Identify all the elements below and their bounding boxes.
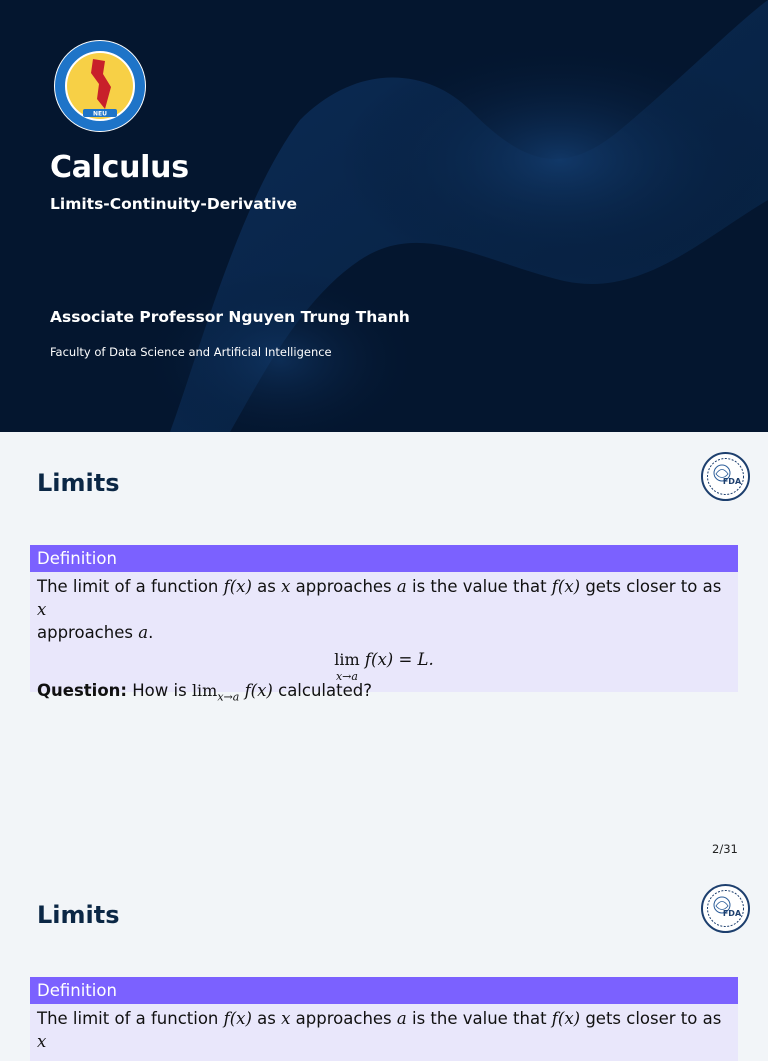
question-label: Question:	[37, 681, 128, 700]
limit-formula	[37, 648, 731, 684]
def-math-x: x	[281, 577, 291, 596]
def-math-a: a	[396, 577, 407, 596]
def-math-fx: f(x)	[223, 577, 252, 596]
def-text-4: is the value that	[406, 1009, 552, 1028]
definition-header: Definition	[30, 977, 738, 1004]
faculty-logo-text: FDA	[722, 909, 742, 918]
def-text-2: as	[251, 577, 282, 596]
def-math-fx-2: f(x)	[551, 1009, 581, 1028]
title-slide	[0, 0, 768, 432]
def-text-6: approaches	[37, 623, 139, 642]
question-line	[37, 681, 372, 703]
question-fx: f(x)	[244, 681, 273, 700]
definition-body	[30, 572, 738, 692]
question-text-2: calculated?	[272, 681, 372, 700]
definition-block	[30, 977, 738, 1061]
presentation-subtitle: Limits-Continuity-Derivative	[50, 195, 298, 213]
frame-title: Limits	[37, 901, 120, 929]
faculty-logo-text: FDA	[722, 477, 742, 486]
faculty-logo	[701, 884, 750, 933]
def-text-3: approaches	[290, 1009, 397, 1028]
def-text-1: The limit of a function	[37, 577, 224, 596]
def-text-1: The limit of a function	[37, 1009, 224, 1028]
faculty-logo	[701, 452, 750, 501]
def-math-x: x	[281, 1009, 291, 1028]
def-text-5: gets closer to as	[580, 1009, 722, 1028]
question-text-1: How is	[127, 681, 192, 700]
def-math-x-2: x	[37, 600, 47, 619]
presentation-title: Calculus	[50, 150, 189, 185]
def-math-a-2: a	[138, 623, 149, 642]
definition-block	[30, 545, 738, 692]
definition-header: Definition	[30, 545, 738, 572]
limit-expression: f(x) = L.	[364, 650, 434, 669]
definition-body	[30, 1004, 738, 1061]
definition-text	[37, 1007, 731, 1053]
logo-badge-text: NEU	[93, 110, 107, 118]
def-text-5: gets closer to as	[580, 577, 722, 596]
def-text-4: is the value that	[406, 577, 552, 596]
university-logo	[53, 39, 147, 133]
limit-operator: lim	[334, 650, 360, 669]
def-math-fx-2: f(x)	[551, 577, 581, 596]
def-math-fx: f(x)	[223, 1009, 252, 1028]
def-math-a: a	[396, 1009, 407, 1028]
frame-title: Limits	[37, 469, 120, 497]
question-lim: lim	[191, 681, 218, 700]
author-name: Associate Professor Nguyen Trung Thanh	[50, 308, 410, 326]
def-text-dot: .	[148, 623, 154, 642]
def-math-x-2: x	[37, 1032, 47, 1051]
def-text-2: as	[251, 1009, 282, 1028]
definition-text	[37, 575, 731, 644]
def-text-3: approaches	[290, 577, 397, 596]
question-lim-sub: x→a	[217, 690, 240, 704]
author-affiliation: Faculty of Data Science and Artificial Intelligence	[50, 345, 332, 359]
page-number: 2/31	[712, 842, 738, 856]
limit-subscript: x→a	[335, 670, 358, 683]
